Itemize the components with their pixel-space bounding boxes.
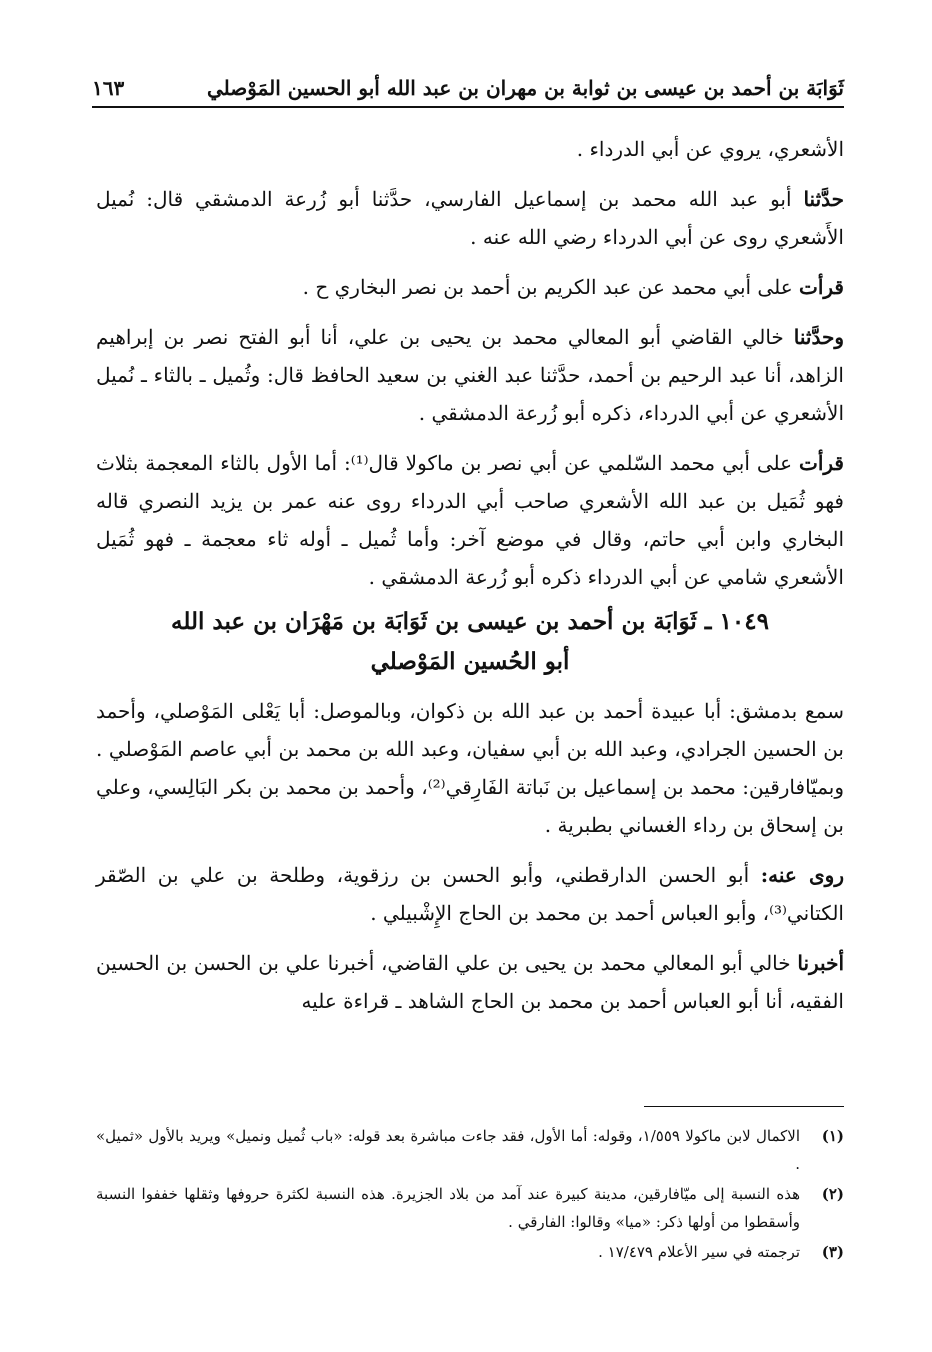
keyword: قرأت: [799, 451, 844, 475]
paragraph: [96, 130, 844, 168]
paragraph: [96, 180, 844, 256]
paragraph-text: سمع بدمشق: أبا عبيدة أحمد بن عبد الله بن ذكوان، وبالموصل: أبا يَعْلى المَوْصلي، وأحمد بن الحسين الجرادي، وعبد الله بن أبي سفيان، وعبد الله بن محمد بن أبي عاصم المَوْصلي . وبميّافارقين: محمد بن إسماعيل بن نَباتة الفَارِقي⁽²⁾، وأحمد بن محمد بن بكر البَالِسي، وعلي بن إسحاق بن رداء الغساني بطبرية .: [96, 699, 844, 837]
paragraph: [96, 318, 844, 432]
footnote-text: الاكمال لابن ماكولا ١/٥٥٩، وقوله: أما الأول، فقد جاءت مباشرة بعد قوله: «باب ثُميل ونميل» ويريد بالأول «ثميل» .: [96, 1127, 800, 1173]
footnote: [96, 1122, 844, 1178]
keyword: حدَّثنا: [803, 187, 844, 211]
paragraph-text: أبو عبد الله محمد بن إسماعيل الفارسي، حدَّثنا أبو زُرعة الدمشقي قال: نُميل الأَشعري روى عن أبي الدرداء رضي الله عنه .: [96, 187, 844, 249]
paragraph: [96, 944, 844, 1020]
keyword: أخبرنا: [797, 951, 844, 975]
paragraph-text: على أبي محمد عن عبد الكريم بن أحمد بن نصر البخاري ح .: [302, 275, 800, 299]
entry-heading: [96, 602, 844, 682]
paragraph: [96, 444, 844, 596]
footnote-number: (٣): [821, 1243, 844, 1261]
footnote: [96, 1238, 844, 1266]
footnote-number: (١): [821, 1127, 844, 1145]
keyword: روى عنه:: [760, 863, 844, 887]
page-number: ١٦٣: [92, 76, 125, 100]
running-title: ثَوَابَة بن أحمد بن عيسى بن ثوابة بن مهران بن عبد الله أبو الحسين المَوْصلي: [207, 76, 844, 100]
footnote-number: (٢): [821, 1185, 844, 1203]
paragraph: [96, 268, 844, 306]
paragraph-text: الأشعري، يروي عن أبي الدرداء .: [576, 137, 844, 161]
footnotes: [96, 1122, 844, 1268]
footnote-divider: [644, 1106, 844, 1107]
paragraph: [96, 856, 844, 932]
paragraph-text: على أبي محمد السّلمي عن أبي نصر بن ماكولا قال⁽¹⁾: أما الأول بالثاء المعجمة بثلاث فهو ثُمَيل بن عبد الله الأشعري صاحب أبي الدرداء روى عنه عمر بن يزيد النصري قاله البخاري وابن أبي حاتم، وقال في موضع آخر: وأما ثُميل ـ أوله ثاء معجمة ـ فهو ثُمَيل الأشعري شامي عن أبي الدرداء ذكره أبو زُرعة الدمشقي .: [96, 451, 844, 589]
paragraph-text: أبو الحسن الدارقطني، وأبو الحسن بن رزقوية، وطلحة بن علي بن الصّقر الكتاني⁽³⁾، وأبو العباس أحمد بن محمد بن الحاج الإِشْبيلي .: [96, 863, 844, 925]
keyword: قرأت: [799, 275, 844, 299]
footnote-text: ترجمته في سير الأعلام ١٧/٤٧٩ .: [598, 1243, 800, 1261]
main-text: [96, 130, 844, 1032]
paragraph-text: خالي أبو المعالي محمد بن يحيى بن علي القاضي، أخبرنا علي بن الحسن بن الحسين الفقيه، أنا أبو العباس أحمد بن محمد بن الحاج الشاهد ـ قراءة عليه: [96, 951, 844, 1013]
footnote-text: هذه النسبة إلى ميّافارقين، مدينة كبيرة عند آمد من بلاد الجزيرة. هذه النسبة لكثرة حروفها وثقلها خففوا النسبة وأسقطوا من أولها ذكر: «ميا» وقالوا: الفارقي .: [96, 1185, 800, 1231]
page-header: [92, 68, 844, 108]
footnote: [96, 1180, 844, 1236]
keyword: وحدَّثنا: [793, 325, 844, 349]
paragraph-text: خالي القاضي أبو المعالي محمد بن يحيى بن علي، أنا أبو الفتح نصر بن إبراهيم الزاهد، أنا عبد الرحيم بن أحمد، حدَّثنا عبد الغني بن سعيد الحافظ قال: وثُميل ـ بالثاء ـ نُميل الأشعري عن أبي الدرداء، ذكره أبو زُرعة الدمشقي .: [96, 325, 844, 425]
entry-heading-line1: ١٠٤٩ ـ ثَوَابَة بن أحمد بن عيسى بن ثَوَابَة بن مَهْرَان بن عبد الله: [171, 608, 769, 635]
paragraph: [96, 692, 844, 844]
entry-heading-line2: أبو الحُسين المَوْصلي: [370, 648, 570, 675]
